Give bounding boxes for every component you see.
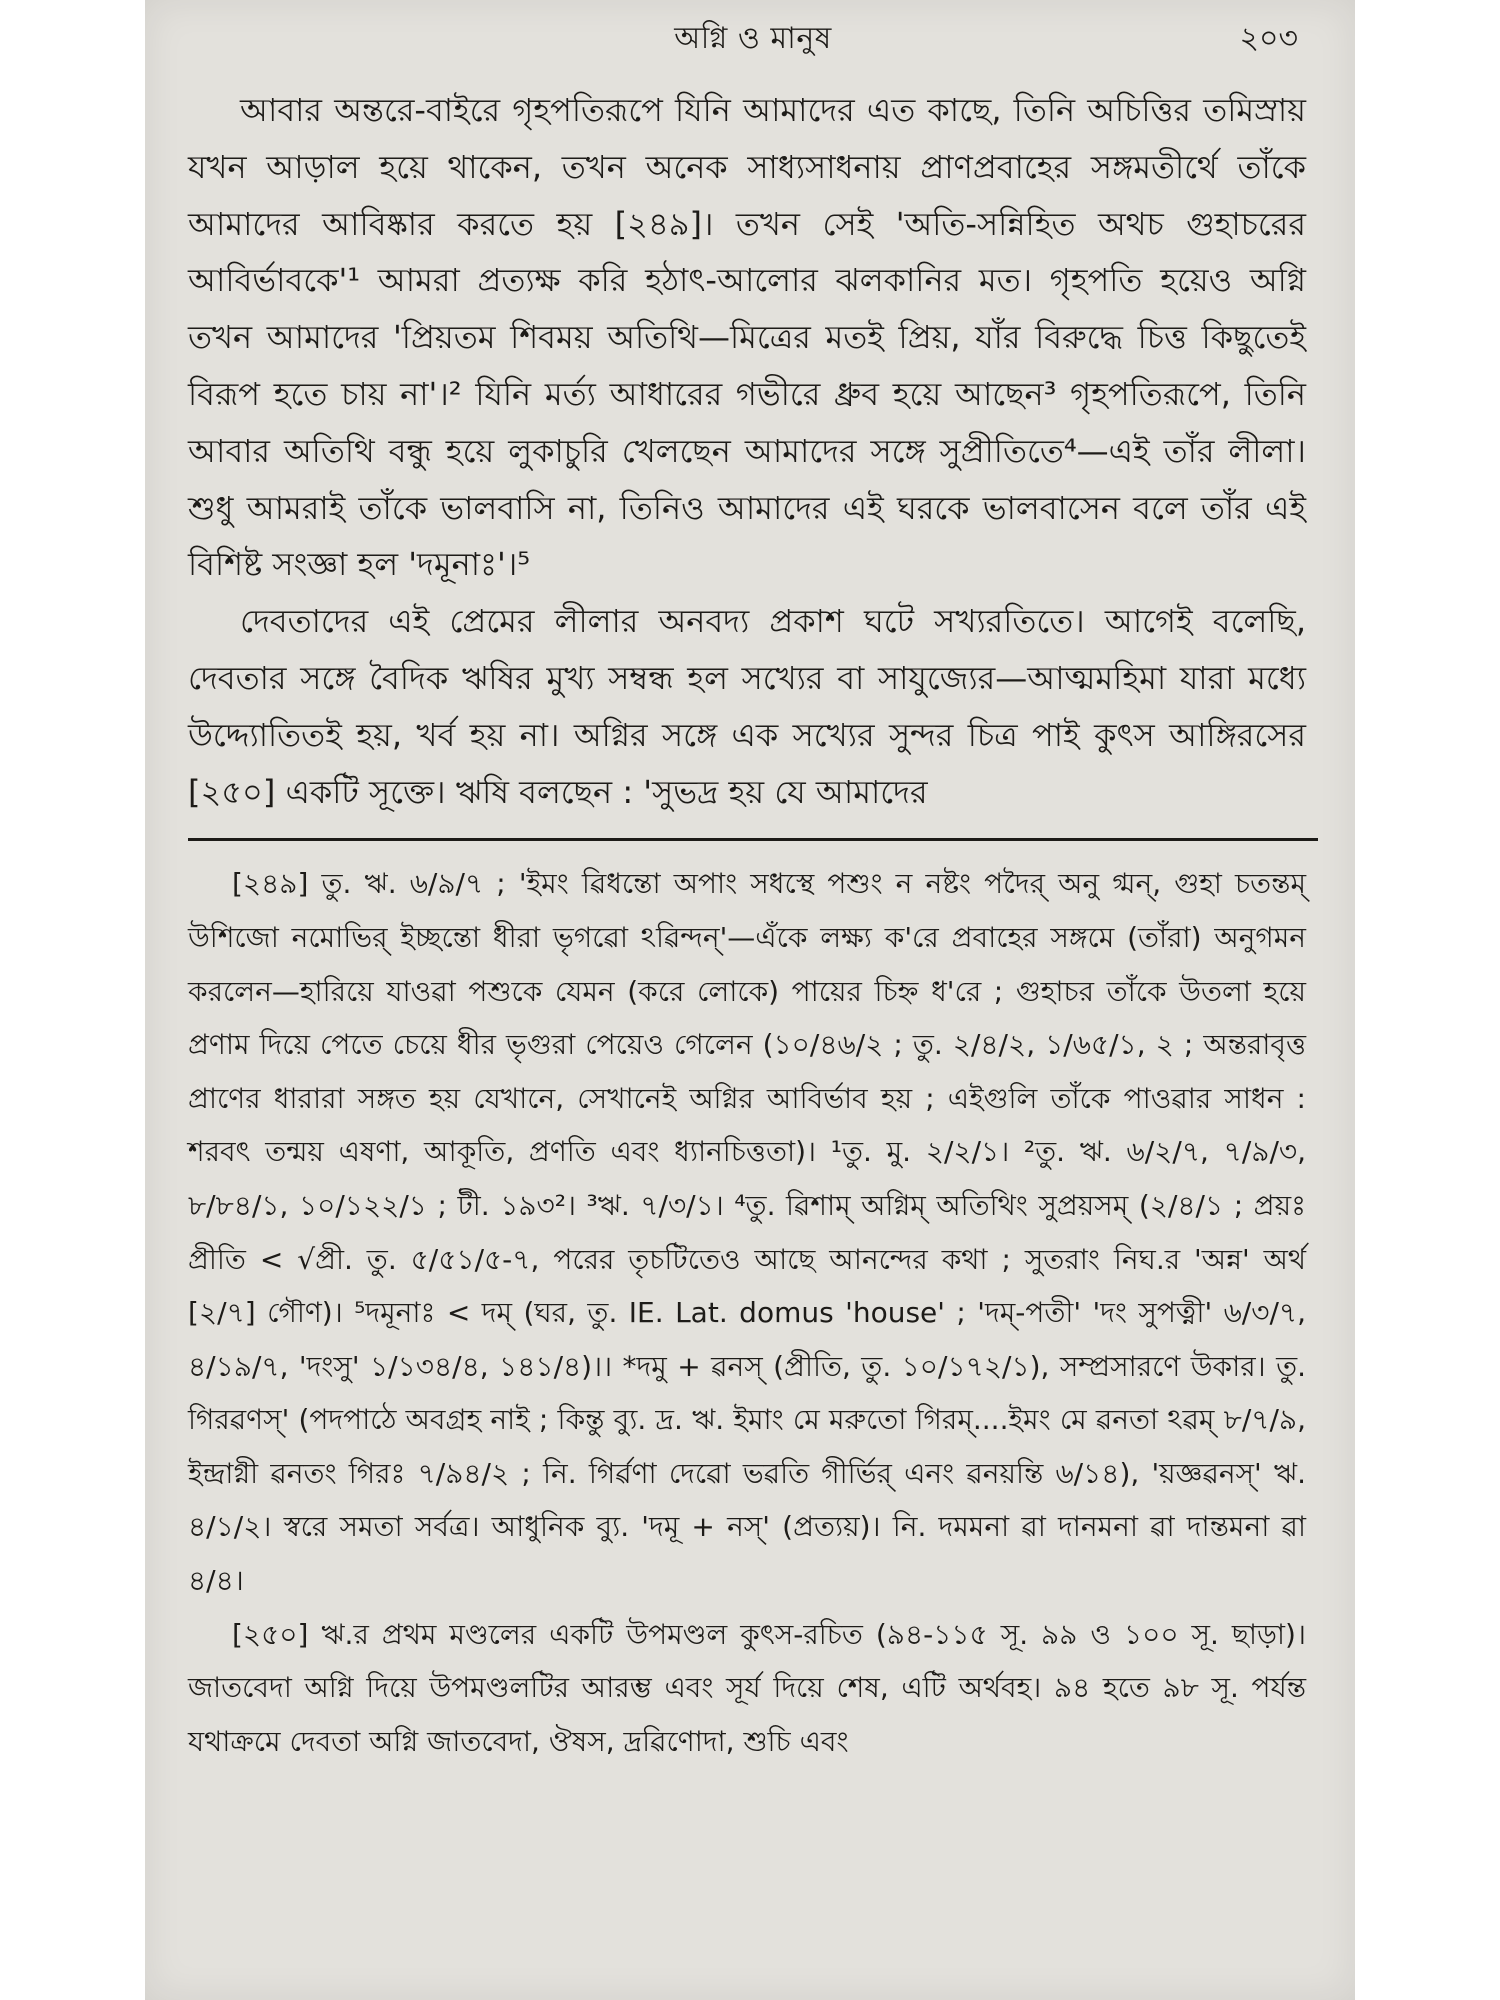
body-paragraph: দেবতাদের এই প্রেমের লীলার অনবদ্য প্রকাশ ঘটে সখ্যরতিতে। আগেই বলেছি, দেবতার সঙ্গে বৈদিক ঋষির মুখ্য সম্বন্ধ হল সখ্যের বা সাযুজ্যের—আত্মমহিমা যারা মধ্যে উদ্দ্যোতিতই হয়, খর্ব হয় না। অগ্নির সঙ্গে এক সখ্যের সুন্দর চিত্র পাই কুৎস আঙ্গিরসের [২৫০] একটি সূক্তে। ঋষি বলছেন : 'সুভদ্র হয় যে আমাদের xyxy=(188,602,1306,811)
footnote-paragraph: [২৫০] ঋ.র প্রথম মণ্ডলের একটি উপমণ্ডল কুৎস-রচিত (৯৪-১১৫ সূ. ৯৯ ও ১০০ সূ. ছাড়া)। জাতবেদা অগ্নি দিয়ে উপমণ্ডলটির আরম্ভ এবং সূর্য দিয়ে শেষ, এটি অর্থবহ। ৯৪ হতে ৯৮ সূ. পর্যন্ত যথাক্রমে দেবতা অগ্নি জাতবেদা, ঔষস, দ্রৱিণোদা, শুচি এবং xyxy=(188,1617,1306,1758)
running-head: অগ্নি ও মানুষ xyxy=(674,21,832,56)
body-paragraph: আবার অন্তরে-বাইরে গৃহপতিরূপে যিনি আমাদের এত কাছে, তিনি অচিত্তির তমিস্রায় যখন আড়াল হয়ে থাকেন, তখন অনেক সাধ্যসাধনায় প্রাণপ্রবাহের সঙ্গমতীর্থে তাঁকে আমাদের আবিষ্কার করতে হয় [২৪৯]। তখন সেই 'অতি-সন্নিহিত অথচ গুহাচরের আবির্ভাবকে'¹ আমরা প্রত্যক্ষ করি হঠাৎ-আলোর ঝলকানির মত। গৃহপতি হয়েও অগ্নি তখন আমাদের 'প্রিয়তম শিবময় অতিথি—মিত্রের মতই প্রিয়, যাঁর বিরুদ্ধে চিত্ত কিছুতেই বিরূপ হতে চায় না'।² যিনি মর্ত্য আধারের গভীরে ধ্রুব হয়ে আছেন³ গৃহপতিরূপে, তিনি আবার অতিথি বন্ধু হয়ে লুকাচুরি খেলছেন আমাদের সঙ্গে সুপ্রীতিতে⁴—এই তাঁর লীলা। শুধু আমরাই তাঁকে ভালবাসি না, তিনিও আমাদের এই ঘরকে ভালবাসেন বলে তাঁর এই বিশিষ্ট সংজ্ঞা হল 'দমূনাঃ'।⁵ xyxy=(188,91,1306,584)
main-text xyxy=(188,82,1318,820)
footnotes xyxy=(188,857,1318,1768)
footnote-divider xyxy=(188,838,1318,841)
footnote-paragraph: [২৪৯] তু. ঋ. ৬/৯/৭ ; 'ইমং ৱিধন্তো অপাং সধস্থে পশুং ন নষ্টং পদৈর্ অনু গ্মন্, গুহা চতন্তম্ উশিজো নমোভির্ ইচ্ছন্তো ধীরা ভৃগৱো ঽৱিন্দন্'—এঁকে লক্ষ্য ক'রে প্রবাহের সঙ্গমে (তাঁরা) অনুগমন করলেন—হারিয়ে যাওৱা পশুকে যেমন (করে লোকে) পায়ের চিহ্ন ধ'রে ; গুহাচর তাঁকে উতলা হয়ে প্রণাম দিয়ে পেতে চেয়ে ধীর ভৃগুরা পেয়েও গেলেন (১০/৪৬/২ ; তু. ২/৪/২, ১/৬৫/১, ২ ; অন্তরাবৃত্ত প্রাণের ধারারা সঙ্গত হয় যেখানে, সেখানেই অগ্নির আবির্ভাব হয় ; এইগুলি তাঁকে পাওৱার সাধন : শরবৎ তন্ময় এষণা, আকূতি, প্রণতি এবং ধ্যানচিত্ততা)। ¹তু. মু. ২/২/১। ²তু. ঋ. ৬/২/৭, ৭/৯/৩, ৮/৮৪/১, ১০/১২২/১ ; টী. ১৯৩²। ³ঋ. ৭/৩/১। ⁴তু. ৱিশাম্ অগ্নিম্ অতিথিং সুপ্রয়সম্ (২/৪/১ ; প্রয়ঃ প্রীতি < √প্রী. তু. ৫/৫১/৫-৭, পরের তৃচটিতেও আছে আনন্দের কথা ; সুতরাং নিঘ.র 'অন্ন' অর্থ [২/৭] গৌণ)। ⁵দমূনাঃ < দম্ (ঘর, তু. IE. Lat. domus 'house' ; 'দম্-পতী' 'দং সুপত্নী' ৬/৩/৭, ৪/১৯/৭, 'দংসু' ১/১৩৪/৪, ১৪১/৪)।। *দমু + ৱনস্ (প্রীতি, তু. ১০/১৭২/১), সম্প্রসারণে উকার। তু. গিরৱণস্' (পদপাঠে অবগ্রহ নাই ; কিন্তু ব্যু. দ্র. ঋ. ইমাং মে মরুতো গিরম্....ইমং মে ৱনতা ঽৱম্ ৮/৭/৯, ইন্দ্রাগ্নী ৱনতং গিরঃ ৭/৯৪/২ ; নি. গির্ৱণা দেৱো ভৱতি গীর্ভির্ এনং ৱনয়ন্তি ৬/১৪), 'য়জ্ঞৱনস্' ঋ. ৪/১/২। স্বরে সমতা সর্বত্র। আধুনিক ব্যু. 'দমূ + নস্' (প্রত্যয়)। নি. দমমনা ৱা দানমনা ৱা দান্তমনা ৱা ৪/৪। xyxy=(188,867,1306,1598)
page-header xyxy=(188,0,1318,82)
book-page xyxy=(188,0,1318,2000)
page-number: ২০৩ xyxy=(1239,21,1298,56)
